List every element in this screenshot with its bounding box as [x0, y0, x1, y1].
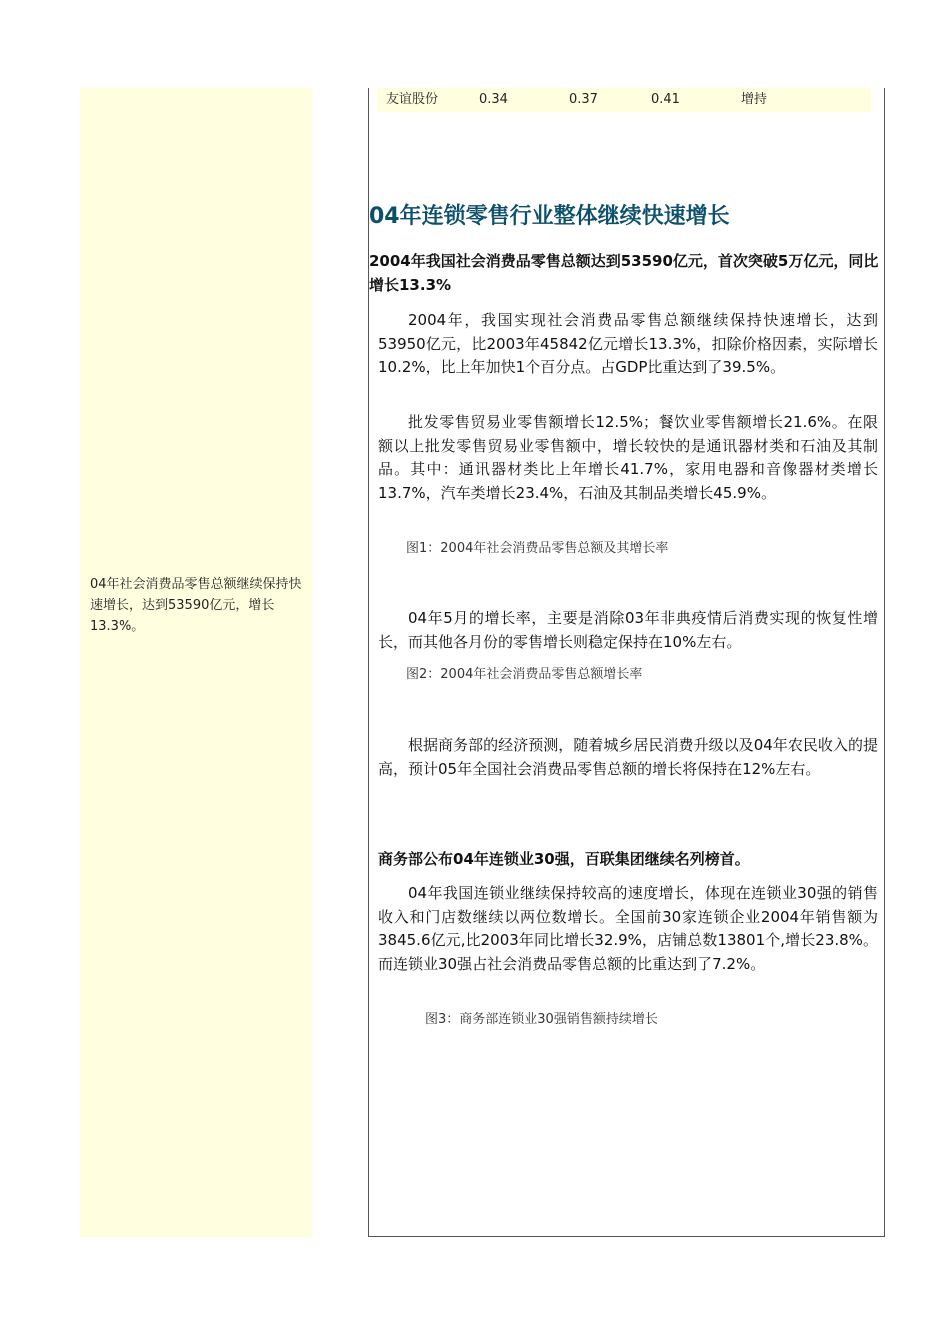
section-subheading-2: 商务部公布04年连锁业30强，百联集团继续名列榜首。 — [378, 850, 750, 868]
stock-table-row — [377, 88, 871, 112]
paragraph-3: 04年5月的增长率，主要是消除03年非典疫情后消费实现的恢复性增长，而其他各月份的零售增长则稳定保持在10%左右。 — [378, 609, 878, 651]
section-subheading: 2004年我国社会消费品零售总额达到53590亿元，首次突破5万亿元，同比增长13.3% — [369, 252, 879, 294]
figure-caption-3: 图3：商务部连锁业30强销售额持续增长 — [425, 1012, 658, 1027]
stock-eps-2: 0.37 — [569, 92, 598, 107]
stock-name: 友谊股份 — [386, 92, 439, 107]
stock-eps-1: 0.34 — [479, 92, 508, 107]
figure-caption-1: 图1：2004年社会消费品零售总额及其增长率 — [406, 541, 669, 556]
paragraph-1: 2004年，我国实现社会消费品零售总额继续保持快速增长，达到53950亿元，比2003年45842亿元增长13.3%，扣除价格因素，实际增长10.2%，比上年加快1个百分点。占GDP比重达到了39.5%。 — [378, 311, 878, 376]
section-heading: 04年连锁零售行业整体继续快速增长 — [369, 204, 730, 229]
main-content — [368, 88, 885, 1237]
stock-eps-3: 0.41 — [651, 92, 680, 107]
figure-caption-2: 图2：2004年社会消费品零售总额增长率 — [406, 667, 643, 682]
paragraph-4: 根据商务部的经济预测，随着城乡居民消费升级以及04年农民收入的提高，预计05年全国社会消费品零售总额的增长将保持在12%左右。 — [378, 736, 878, 778]
sidebar-note: 04年社会消费品零售总额继续保持快速增长，达到53590亿元，增长13.3%。 — [90, 577, 302, 634]
sidebar-panel — [80, 88, 312, 1237]
paragraph-5: 04年我国连锁业继续保持较高的速度增长，体现在连锁业30强的销售收入和门店数继续以两位数增长。全国前30家连锁企业2004年销售额为3845.6亿元,比2003年同比增长32.9%，店铺总数13801个,增长23.8%。而连锁业30强占社会消费品零售总额的比重达到了7.2%。 — [378, 884, 878, 973]
paragraph-2: 批发零售贸易业零售额增长12.5%；餐饮业零售额增长21.6%。在限额以上批发零售贸易业零售额中，增长较快的是通讯器材类和石油及其制品。其中：通讯器材类比上年增长41.7%，家用电器和音像器材类增长13.7%，汽车类增长23.4%，石油及其制品类增长45.9%。 — [378, 413, 878, 502]
stock-rating: 增持 — [741, 92, 768, 107]
